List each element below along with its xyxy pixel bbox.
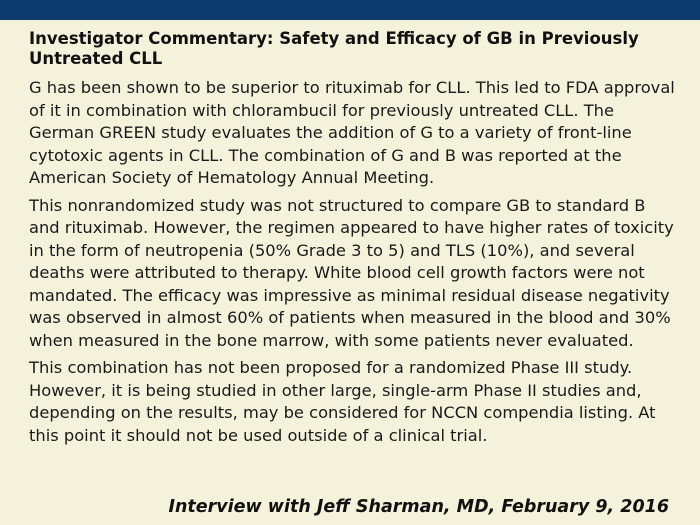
slide-title: Investigator Commentary: Safety and Efficacy of GB in Previously Untreated CLL bbox=[29, 29, 639, 68]
paragraph-intro: G has been shown to be superior to rituximab for CLL. This led to FDA approval of it in combination with chlorambucil for previously untreated CLL. The German GREEN study evaluates the addition of G to a variety of front-line cytotoxic agents in CLL. The combination of G and B was reported at the American Society of Hematology Annual Meeting. bbox=[29, 78, 675, 187]
paragraph-toxicity-efficacy: This nonrandomized study was not structured to compare GB to standard B and rituximab. However, the regimen appeared to have higher rates of toxicity in the form of neutropenia (50% Grade 3 to 5) and TLS (10%), and several deaths were attributed to therapy. White blood cell growth factors were not mandated. The efficacy was impressive as minimal residual disease negativity was observed in almost 60% of patients when measured in the blood and 30% when measured in the bone marrow, with some patients never evaluated. bbox=[29, 195, 674, 350]
attribution-line: Interview with Jeff Sharman, MD, February 9, 2016 bbox=[168, 497, 669, 517]
slide-content bbox=[29, 29, 677, 452]
header-bar bbox=[0, 0, 700, 20]
paragraph-future-studies: This combination has not been proposed for a randomized Phase III study. However, it is being studied in other large, single-arm Phase II studies and, depending on the results, may be considered for NCCN compendia listing. At this point it should not be used outside of a clinical trial. bbox=[29, 358, 656, 445]
